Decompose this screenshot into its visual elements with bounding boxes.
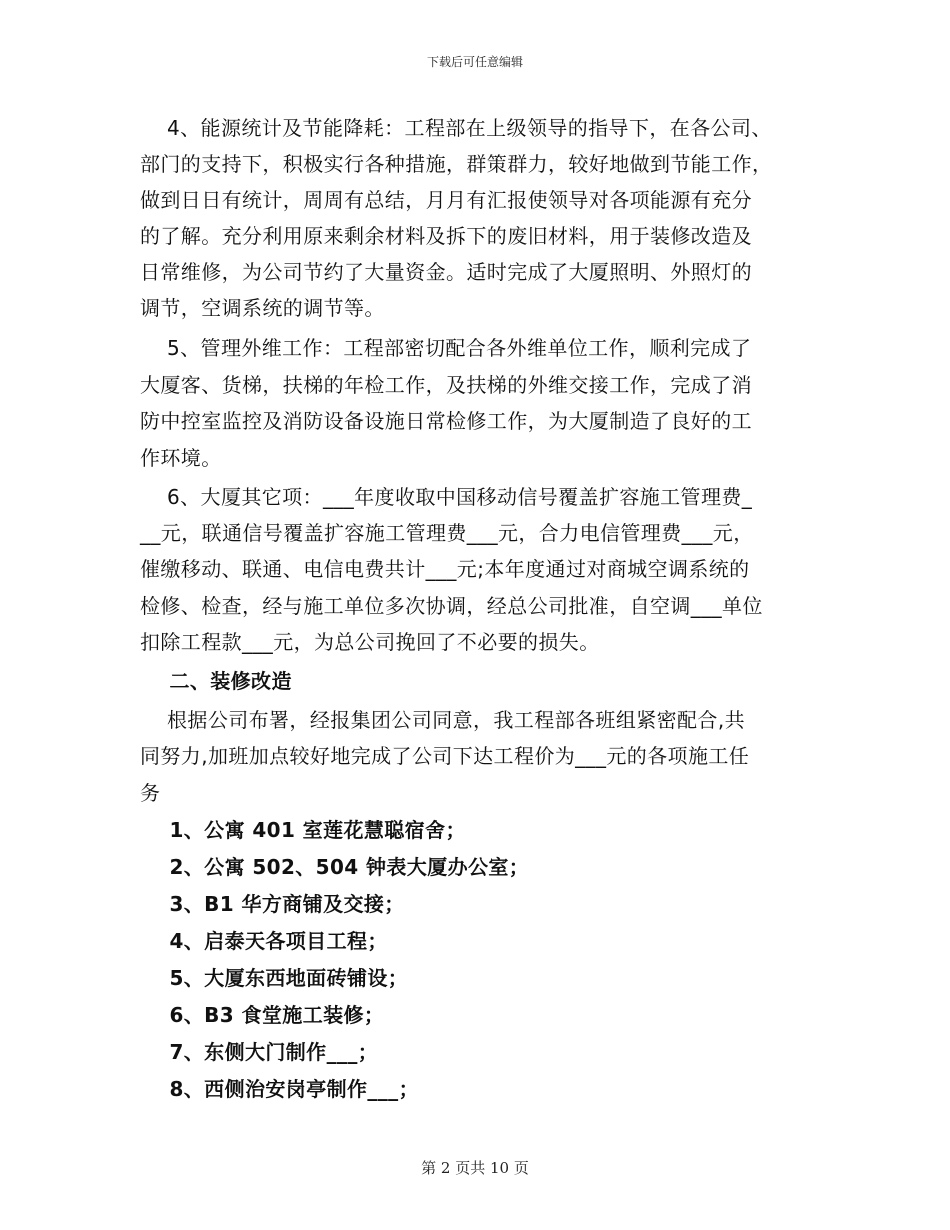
page-header: 下载后可任意编辑 bbox=[426, 55, 523, 69]
paragraph-line: 的了解。充分利用原来剩余材料及拆下的废旧材料，用于装修改造及 bbox=[140, 224, 752, 248]
paragraph-line: 部门的支持下，积极实行各种措施，群策群力，较好地做到节能工作， bbox=[140, 152, 773, 176]
paragraph-line: 5、管理外维工作：工程部密切配合各外维单位工作，顺利完成了 bbox=[140, 336, 752, 360]
paragraph-line: 同努力,加班加点较好地完成了公司下达工程价为___元的各项施工任 bbox=[140, 744, 750, 768]
paragraph-line: 扣除工程款___元，为总公司挽回了不必要的损失。 bbox=[140, 630, 600, 654]
page-footer: 第 2 页共 10 页 bbox=[421, 1159, 529, 1177]
list-item: 3、B1 华方商铺及交接； bbox=[140, 892, 405, 916]
paragraph-line: 催缴移动、联通、电信电费共计___元;本年度通过对商城空调系统的 bbox=[140, 557, 750, 581]
list-item: 8、西侧治安岗亭制作___； bbox=[140, 1077, 419, 1101]
paragraph-line: 作环境。 bbox=[140, 446, 222, 470]
section-heading: 二、装修改造 bbox=[140, 669, 292, 693]
paragraph-line: 检修、检查，经与施工单位多次协调，经总公司批准，自空调___单位 bbox=[140, 594, 763, 618]
paragraph-line: 调节，空调系统的调节等。 bbox=[140, 296, 385, 320]
paragraph-line: 6、大厦其它项：___年度收取中国移动信号覆盖扩容施工管理费_ bbox=[140, 485, 753, 509]
list-item: 7、东侧大门制作___； bbox=[140, 1040, 379, 1064]
paragraph-line: 务 bbox=[140, 781, 161, 805]
list-item: 2、公寓 502、504 钟表大厦办公室； bbox=[140, 855, 530, 879]
list-item: 4、启泰天各项目工程； bbox=[140, 929, 388, 953]
paragraph-line: 根据公司布署，经报集团公司同意，我工程部各班组紧密配合,共 bbox=[140, 708, 745, 732]
list-item: 6、B3 食堂施工装修； bbox=[140, 1003, 385, 1027]
paragraph-line: __元，联通信号覆盖扩容施工管理费___元，合力电信管理费___元， bbox=[140, 521, 754, 545]
paragraph-line: 做到日日有统计，周周有总结，月月有汇报使领导对各项能源有充分 bbox=[140, 188, 752, 212]
paragraph-line: 大厦客、货梯，扶梯的年检工作，及扶梯的外维交接工作，完成了消 bbox=[140, 373, 752, 397]
paragraph-line: 日常维修，为公司节约了大量资金。适时完成了大厦照明、外照灯的 bbox=[140, 260, 752, 284]
list-item: 5、大厦东西地面砖铺设； bbox=[140, 966, 409, 990]
paragraph-line: 防中控室监控及消防设备设施日常检修工作，为大厦制造了良好的工 bbox=[140, 409, 752, 433]
list-item: 1、公寓 401 室莲花慧聪宿舍； bbox=[140, 818, 466, 842]
paragraph-line: 4、能源统计及节能降耗：工程部在上级领导的指导下，在各公司、 bbox=[140, 116, 772, 140]
